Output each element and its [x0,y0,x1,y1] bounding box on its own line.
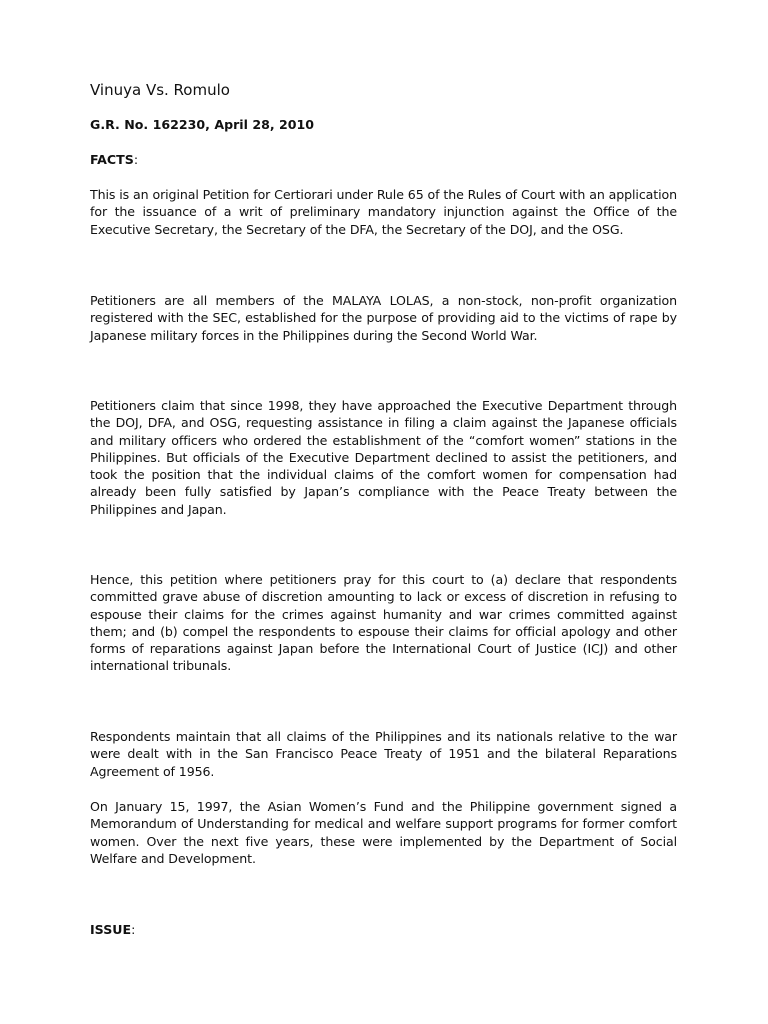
paragraph-3: Petitioners claim that since 1998, they have approached the Executive Department through the DOJ, DFA, and OSG, requesting assistance in filing a claim against the Japanese officials and military officers who ordered the establishment of the “comfort women” stations in the Philippines. But officials of the Executive Department declined to assist the petitioners, and took the position that the individual claims of the comfort women for compensation had already been fully satisfied by Japan’s compliance with the Peace Treaty between the Philippines and Japan. [90,398,677,517]
facts-heading-label: FACTS [90,152,134,167]
case-title: Vinuya Vs. Romulo [90,81,230,99]
facts-heading [90,151,138,169]
paragraph-2: Petitioners are all members of the MALAYA LOLAS, a non-stock, non-profit organization registered with the SEC, established for the purpose of providing aid to the victims of rape by Japanese military forces in the Philippines during the Second World War. [90,293,677,343]
issue-heading-colon: : [131,922,136,937]
gr-number: G.R. No. 162230, April 28, 2010 [90,117,315,132]
issue-heading-label: ISSUE [90,922,132,937]
paragraph-6: On January 15, 1997, the Asian Women’s Fund and the Philippine government signed a Memorandum of Understanding for medical and welfare support programs for former comfort women. Over the next five years, these were implemented by the Department of Social Welfare and Development. [90,799,677,866]
issue-heading [90,921,135,939]
facts-heading-colon: : [133,152,139,167]
paragraph-1: This is an original Petition for Certiorari under Rule 65 of the Rules of Court with an application for the issuance of a writ of preliminary mandatory injunction against the Office of the Executive Secretary, the Secretary of the DFA, the Secretary of the DOJ, and the OSG. [90,187,677,237]
paragraph-5: Respondents maintain that all claims of the Philippines and its nationals relative to the war were dealt with in the San Francisco Peace Treaty of 1951 and the bilateral Reparations Agreement of 1956. [90,729,677,779]
paragraph-4: Hence, this petition where petitioners pray for this court to (a) declare that respondents committed grave abuse of discretion amounting to lack or excess of discretion in refusing to espouse their claims for the crimes against humanity and war crimes committed against them; and (b) compel the respondents to espouse their claims for official apology and other forms of reparations against Japan before the International Court of Justice (ICJ) and other international tribunals. [90,572,677,674]
